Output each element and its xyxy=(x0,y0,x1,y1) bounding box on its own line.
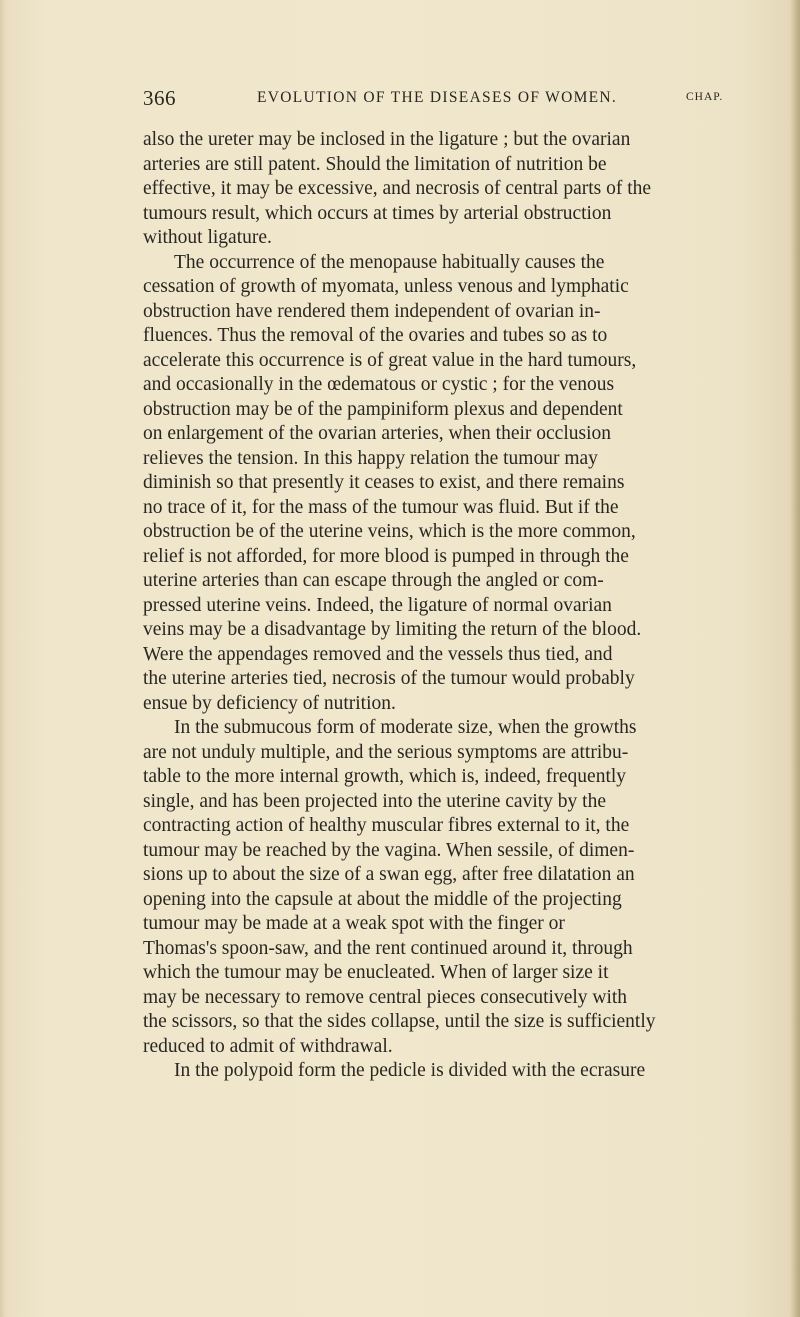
text-line: tumours result, which occurs at times by arterial obstruction xyxy=(143,202,612,224)
text-line: diminish so that presently it ceases to exist, and there remains xyxy=(143,472,625,493)
text-line: and occasionally in the œdematous or cystic ; for the venous xyxy=(143,374,615,395)
text-line: single, and has been projected into the uterine cavity by the xyxy=(143,790,606,812)
text-line: opening into the capsule at about the middle of the projecting xyxy=(143,888,622,910)
text-line: reduced to admit of withdrawal. xyxy=(143,1035,393,1057)
text-line: which the tumour may be enucleated. When of larger size it xyxy=(143,962,609,983)
text-line: ensue by deficiency of nutrition. xyxy=(143,692,396,714)
text-line: on enlargement of the ovarian arteries, when their occlusion xyxy=(143,423,612,444)
chapter-label: CHAP. xyxy=(686,91,724,103)
page-number: 366 xyxy=(143,86,176,110)
text-line: tumour may be reached by the vagina. When sessile, of dimen- xyxy=(143,839,635,861)
text-line: tumour may be made at a weak spot with the finger or xyxy=(143,913,565,934)
text-line: accelerate this occurrence is of great value in the hard tumours, xyxy=(143,349,637,371)
text-line: are not unduly multiple, and the serious symptoms are attribu- xyxy=(143,741,629,763)
text-line: cessation of growth of myomata, unless venous and lymphatic xyxy=(143,276,629,297)
text-line: obstruction may be of the pampiniform plexus and dependent xyxy=(143,398,623,420)
page-left-shadow xyxy=(0,0,6,1317)
text-line: Thomas's spoon-saw, and the rent continued around it, through xyxy=(143,937,633,959)
text-line: obstruction be of the uterine veins, which is the more common, xyxy=(143,521,636,542)
text-line: pressed uterine veins. Indeed, the ligature of normal ovarian xyxy=(143,594,612,616)
text-line: effective, it may be excessive, and necrosis of central parts of the xyxy=(143,178,652,199)
text-line: also the ureter may be inclosed in the ligature ; but the ovarian xyxy=(143,129,631,150)
text-line: without ligature. xyxy=(143,227,272,248)
text-line: the uterine arteries tied, necrosis of the tumour would probably xyxy=(143,668,635,689)
text-line: veins may be a disadvantage by limiting the return of the blood. xyxy=(143,619,642,640)
paragraph-first-line: In the polypoid form the pedicle is divided with the ecrasure xyxy=(174,1060,646,1081)
text-line: may be necessary to remove central pieces consecutively with xyxy=(143,986,628,1008)
paragraph-first-line: In the submucous form of moderate size, when the growths xyxy=(174,717,637,738)
running-title: EVOLUTION OF THE DISEASES OF WOMEN. xyxy=(257,89,618,106)
text-line: sions up to about the size of a swan egg, after free dilatation an xyxy=(143,864,635,885)
text-line: no trace of it, for the mass of the tumour was fluid. But if the xyxy=(143,496,619,518)
paragraph-first-line: The occurrence of the menopause habitually causes the xyxy=(174,251,605,273)
body-text xyxy=(143,128,763,1084)
text-line: arteries are still patent. Should the limitation of nutrition be xyxy=(143,153,607,175)
text-line: contracting action of healthy muscular fibres external to it, the xyxy=(143,815,630,836)
text-line: Were the appendages removed and the vessels thus tied, and xyxy=(143,643,613,665)
text-line: table to the more internal growth, which is, indeed, frequently xyxy=(143,766,627,787)
page-right-edge xyxy=(790,0,800,1317)
running-header xyxy=(143,86,743,110)
text-line: uterine arteries than can escape through the angled or com- xyxy=(143,570,604,591)
text-line: relieves the tension. In this happy relation the tumour may xyxy=(143,447,598,469)
text-line: the scissors, so that the sides collapse, until the size is sufficiently xyxy=(143,1011,656,1032)
text-line: relief is not afforded, for more blood is pumped in through the xyxy=(143,545,629,567)
text-line: obstruction have rendered them independent of ovarian in- xyxy=(143,300,601,322)
text-line: fluences. Thus the removal of the ovaries and tubes so as to xyxy=(143,325,608,346)
